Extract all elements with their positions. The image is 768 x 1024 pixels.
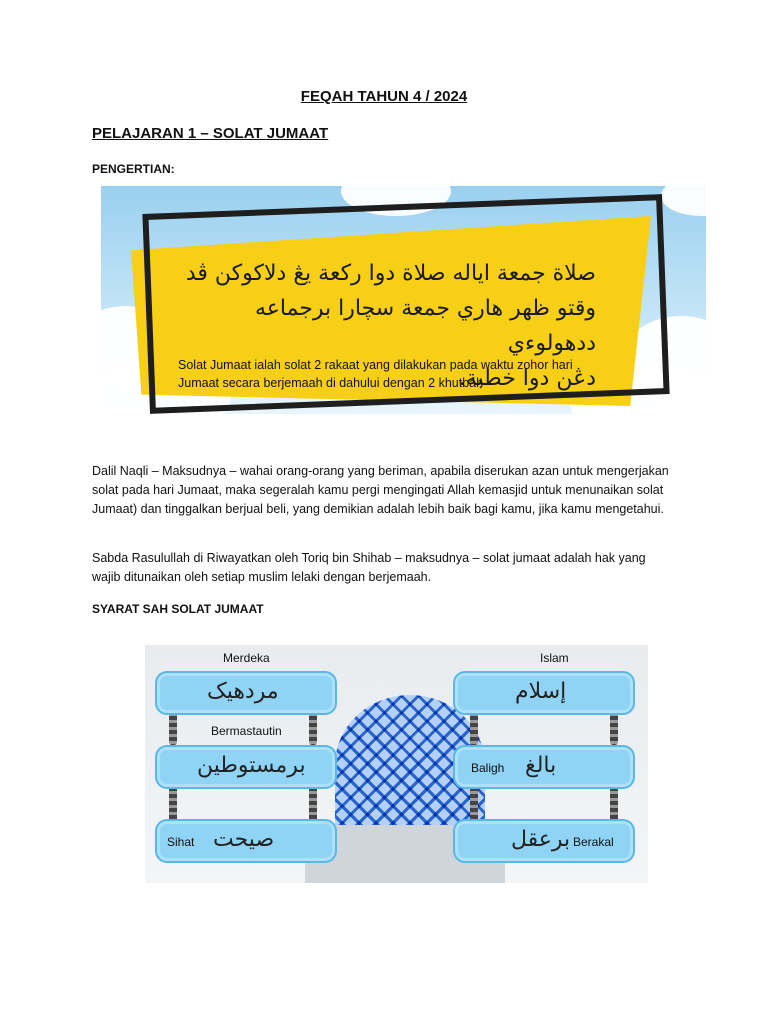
- jawi-line: وقتو ظهر هاري جمعة سچارا برجماعه ددهولوءي: [254, 296, 596, 356]
- jawi-line: صلاة جمعة اياله صلاة دوا ركعة يڠ دلاكوكن ڤد: [185, 261, 596, 286]
- jawi-sihat: صيحت: [213, 827, 275, 852]
- chain-link: [610, 787, 618, 823]
- jawi-baligh: بالغ: [525, 753, 557, 778]
- jawi-berakal: برعقل: [511, 827, 571, 852]
- pill-islam: [453, 671, 635, 715]
- caption-islam: Islam: [540, 651, 569, 665]
- pill-sihat: [155, 819, 337, 863]
- dalil-naqli-paragraph: Dalil Naqli – Maksudnya – wahai orang-orang yang beriman, apabila diserukan azan untuk mengerjakan solat pada hari Jumaat, maka segeralah kamu pergi mengingati Allah kemasjid untuk menunaikan solat Jumaat) dan tinggalkan berjual beli, yang demikian adalah lebih baik bagi kamu, jika kamu mengetahui.: [92, 464, 669, 516]
- sabda-paragraph: Sabda Rasulullah di Riwayatkan oleh Toriq bin Shihab – maksudnya – solat jumaat adalah hak yang wajib ditunaikan oleh setiap muslim lelaki dengan berjemaah.: [92, 551, 646, 584]
- chain-link: [309, 787, 317, 823]
- definition-text: [178, 356, 598, 392]
- definition-line: Solat Jumaat ialah solat 2 rakaat yang dilakukan pada waktu zohor hari: [178, 358, 573, 372]
- caption-baligh: Baligh: [471, 761, 505, 775]
- syarat-image: [145, 645, 648, 883]
- lesson-heading: PELAJARAN 1 – SOLAT JUMAAT: [92, 125, 329, 142]
- pill-bermastautin: [155, 745, 337, 789]
- jawi-islam: إسلام: [515, 679, 567, 704]
- pill-baligh: [453, 745, 635, 789]
- jawi-bermastautin: برمستوطين: [197, 753, 306, 778]
- definition-banner: [101, 186, 706, 414]
- caption-bermastautin: Bermastautin: [211, 724, 282, 738]
- caption-merdeka: Merdeka: [223, 651, 270, 665]
- syarat-label: SYARAT SAH SOLAT JUMAAT: [92, 602, 264, 616]
- pill-berakal: [453, 819, 635, 863]
- jawi-line: دڠن دوا خطبة.: [458, 366, 596, 391]
- document-title: FEQAH TAHUN 4 / 2024: [300, 88, 468, 105]
- definition-line: Jumaat secara berjemaah di dahului dengan 2 khutbah: [178, 376, 484, 390]
- caption-berakal: Berakal: [573, 835, 614, 849]
- pill-merdeka: [155, 671, 337, 715]
- chain-link: [470, 787, 478, 823]
- caption-sihat: Sihat: [167, 835, 195, 849]
- chain-link: [169, 787, 177, 823]
- definition-label: PENGERTIAN:: [92, 162, 175, 176]
- jawi-merdeka: مردهيک: [207, 679, 279, 704]
